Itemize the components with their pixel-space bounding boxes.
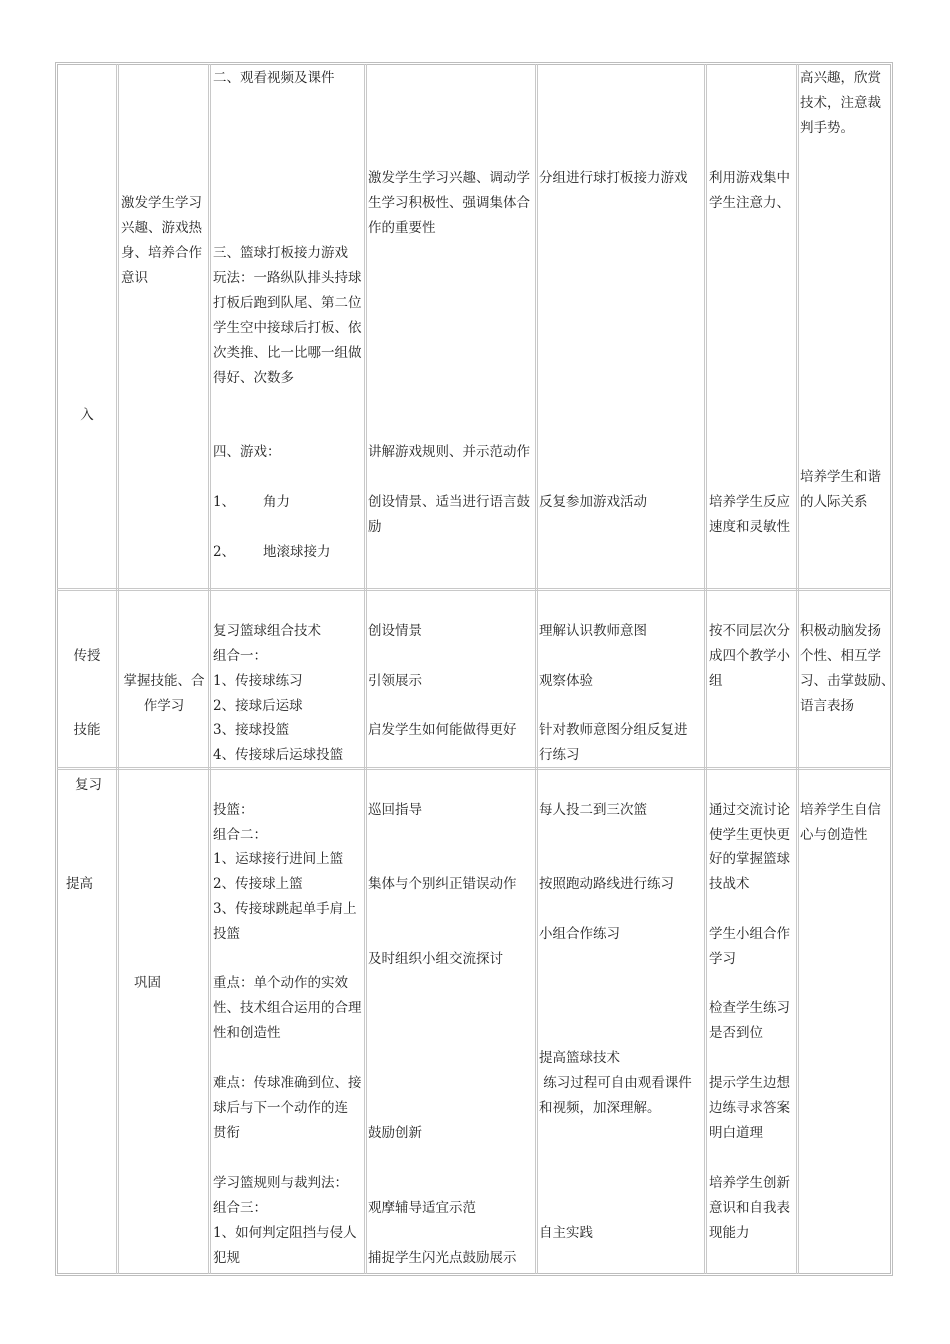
student-activity: 自主实践 xyxy=(539,1225,593,1241)
organization-text: 培养学生反应 xyxy=(709,494,790,510)
column-divider xyxy=(796,64,799,1274)
organization-text: 培养学生创新 xyxy=(709,1175,790,1191)
intent-text: 个性、相互学 xyxy=(800,648,881,664)
row-divider xyxy=(57,588,891,591)
content-text: 3、传接球跳起单手肩上 xyxy=(213,901,357,917)
student-activity: 反复参加游戏活动 xyxy=(539,494,647,510)
content-text: 组合三： xyxy=(213,1200,267,1216)
organization-text: 学生小组合作 xyxy=(709,926,790,942)
teacher-activity: 巡回指导 xyxy=(368,802,422,818)
intent-text: 语言表扬 xyxy=(800,698,854,714)
difficulty-text: 难点：传球准确到位、接 xyxy=(213,1075,362,1091)
stage-label: 提高 xyxy=(66,876,93,892)
teacher-activity: 观摩辅导适宜示范 xyxy=(368,1200,476,1216)
organization-text: 边练寻求答案 xyxy=(709,1100,790,1116)
teacher-activity: 及时组织小组交流探讨 xyxy=(368,951,503,967)
content-text: 玩法：一路纵队排头持球 xyxy=(213,270,362,286)
stage-label: 入 xyxy=(80,407,94,423)
organization-text: 成四个教学小 xyxy=(709,648,790,664)
stage-label: 传授 xyxy=(73,648,101,664)
organization-text: 检查学生练习 xyxy=(709,1000,790,1016)
organization-text: 使学生更快更 xyxy=(709,827,790,843)
organization-text: 明白道理 xyxy=(709,1125,763,1141)
organization-text: 提示学生边想 xyxy=(709,1075,790,1091)
content-text: 投篮 xyxy=(213,926,240,942)
content-text: 打板后跑到队尾、第二位 xyxy=(213,295,362,311)
stage-label: 复习 xyxy=(75,777,102,793)
content-heading: 三、篮球打板接力游戏 xyxy=(213,245,348,261)
teacher-activity: 励 xyxy=(368,519,382,535)
list-item: 角力 xyxy=(263,494,290,510)
teacher-activity: 讲解游戏规则、并示范动作 xyxy=(368,444,530,460)
student-activity: 观察体验 xyxy=(539,673,593,689)
difficulty-text: 球后与下一个动作的连 xyxy=(213,1100,348,1116)
difficulty-text: 贯衔 xyxy=(213,1125,240,1141)
intent-text: 培养学生和谐 xyxy=(800,469,881,485)
content-text: 组合二： xyxy=(213,827,267,843)
organization-text: 按不同层次分 xyxy=(709,623,790,639)
teacher-activity: 引领展示 xyxy=(368,673,422,689)
teacher-activity: 集体与个别纠正错误动作 xyxy=(368,876,517,892)
student-activity: 按照跑动路线进行练习 xyxy=(539,876,674,892)
content-heading: 二、观看视频及课件 xyxy=(213,70,335,86)
column-divider xyxy=(704,64,707,1274)
teacher-activity: 创设情景 xyxy=(368,623,422,639)
teacher-activity: 激发学生学习兴趣、调动学 xyxy=(368,170,530,186)
column-divider xyxy=(535,64,538,1274)
organization-text: 是否到位 xyxy=(709,1025,763,1041)
intent-text: 的人际关系 xyxy=(800,494,868,510)
student-activity: 提高篮球技术 xyxy=(539,1050,620,1066)
content-text: 3、接球投篮 xyxy=(213,722,290,738)
student-activity: 行练习 xyxy=(539,747,580,763)
content-heading: 复习篮球组合技术 xyxy=(213,623,321,639)
student-activity: 理解认识教师意图 xyxy=(539,623,647,639)
organization-text: 现能力 xyxy=(709,1225,750,1241)
organization-text: 通过交流讨论 xyxy=(709,802,790,818)
student-activity: 针对教师意图分组反复进 xyxy=(539,722,688,738)
content-text: 1、运球接行进间上篮 xyxy=(213,851,344,867)
teacher-activity: 创设情景、适当进行语言鼓 xyxy=(368,494,530,510)
intent-text: 心与创造性 xyxy=(800,827,868,843)
organization-text: 学习 xyxy=(709,951,736,967)
student-activity: 小组合作练习 xyxy=(539,926,620,942)
key-point-text: 性、技术组合运用的合理 xyxy=(213,1000,362,1016)
teacher-activity: 启发学生如何能做得更好 xyxy=(368,722,517,738)
intent-text: 积极动脑发扬 xyxy=(800,623,881,639)
intent-text: 高兴趣，欣赏 xyxy=(800,70,881,86)
goal-text: 激发学生学习 xyxy=(121,195,202,211)
goal-text: 巩固 xyxy=(134,975,161,991)
organization-text: 技战术 xyxy=(709,876,750,892)
intent-text: 技术，注意裁 xyxy=(800,95,881,111)
key-point-text: 重点：单个动作的实效 xyxy=(213,975,348,991)
content-text: 组合一： xyxy=(213,648,267,664)
organization-text: 学生注意力、 xyxy=(709,195,790,211)
intent-text: 判手势。 xyxy=(800,120,854,136)
student-activity: 练习过程可自由观看课件 xyxy=(539,1075,692,1091)
student-activity: 和视频，加深理解。 xyxy=(539,1100,661,1116)
list-number: 2、 xyxy=(213,544,236,560)
key-point-text: 性和创造性 xyxy=(213,1025,281,1041)
intent-text: 培养学生自信 xyxy=(800,802,881,818)
teacher-activity: 生学习积极性、强调集体合 xyxy=(368,195,530,211)
goal-text: 意识 xyxy=(121,270,148,286)
teacher-activity: 捕捉学生闪光点鼓励展示 xyxy=(368,1250,517,1266)
goal-text: 掌握技能、合 xyxy=(123,673,205,689)
content-heading: 投篮： xyxy=(213,802,254,818)
content-text: 1、如何判定阻挡与侵人 xyxy=(213,1225,357,1241)
column-divider xyxy=(364,64,367,1274)
content-text: 犯规 xyxy=(213,1250,240,1266)
organization-text: 速度和灵敏性 xyxy=(709,519,790,535)
content-heading: 学习篮规则与裁判法： xyxy=(213,1175,348,1191)
content-heading: 四、游戏： xyxy=(213,444,281,460)
organization-text: 好的掌握篮球 xyxy=(709,851,790,867)
intent-text: 习、击掌鼓励、 xyxy=(800,673,895,689)
content-text: 次类推、比一比哪一组做 xyxy=(213,345,362,361)
content-text: 得好、次数多 xyxy=(213,370,294,386)
content-text: 2、接球后运球 xyxy=(213,698,303,714)
teacher-activity: 鼓励创新 xyxy=(368,1125,422,1141)
list-number: 1、 xyxy=(213,494,236,510)
goal-text: 兴趣、游戏热 xyxy=(121,220,202,236)
list-item: 地滚球接力 xyxy=(263,544,331,560)
organization-text: 组 xyxy=(709,673,723,689)
content-text: 2、传接球上篮 xyxy=(213,876,303,892)
organization-text: 意识和自我表 xyxy=(709,1200,790,1216)
student-activity: 分组进行球打板接力游戏 xyxy=(539,170,688,186)
goal-text: 身、培养合作 xyxy=(121,245,202,261)
content-text: 4、传接球后运球投篮 xyxy=(213,747,344,763)
stage-label: 技能 xyxy=(73,722,101,738)
student-activity: 每人投二到三次篮 xyxy=(539,802,647,818)
row-divider xyxy=(57,767,891,770)
content-text: 学生空中接球后打板、依 xyxy=(213,320,362,336)
content-text: 1、传接球练习 xyxy=(213,673,303,689)
organization-text: 利用游戏集中 xyxy=(709,170,790,186)
teacher-activity: 作的重要性 xyxy=(368,220,436,236)
goal-text: 作学习 xyxy=(143,698,185,714)
